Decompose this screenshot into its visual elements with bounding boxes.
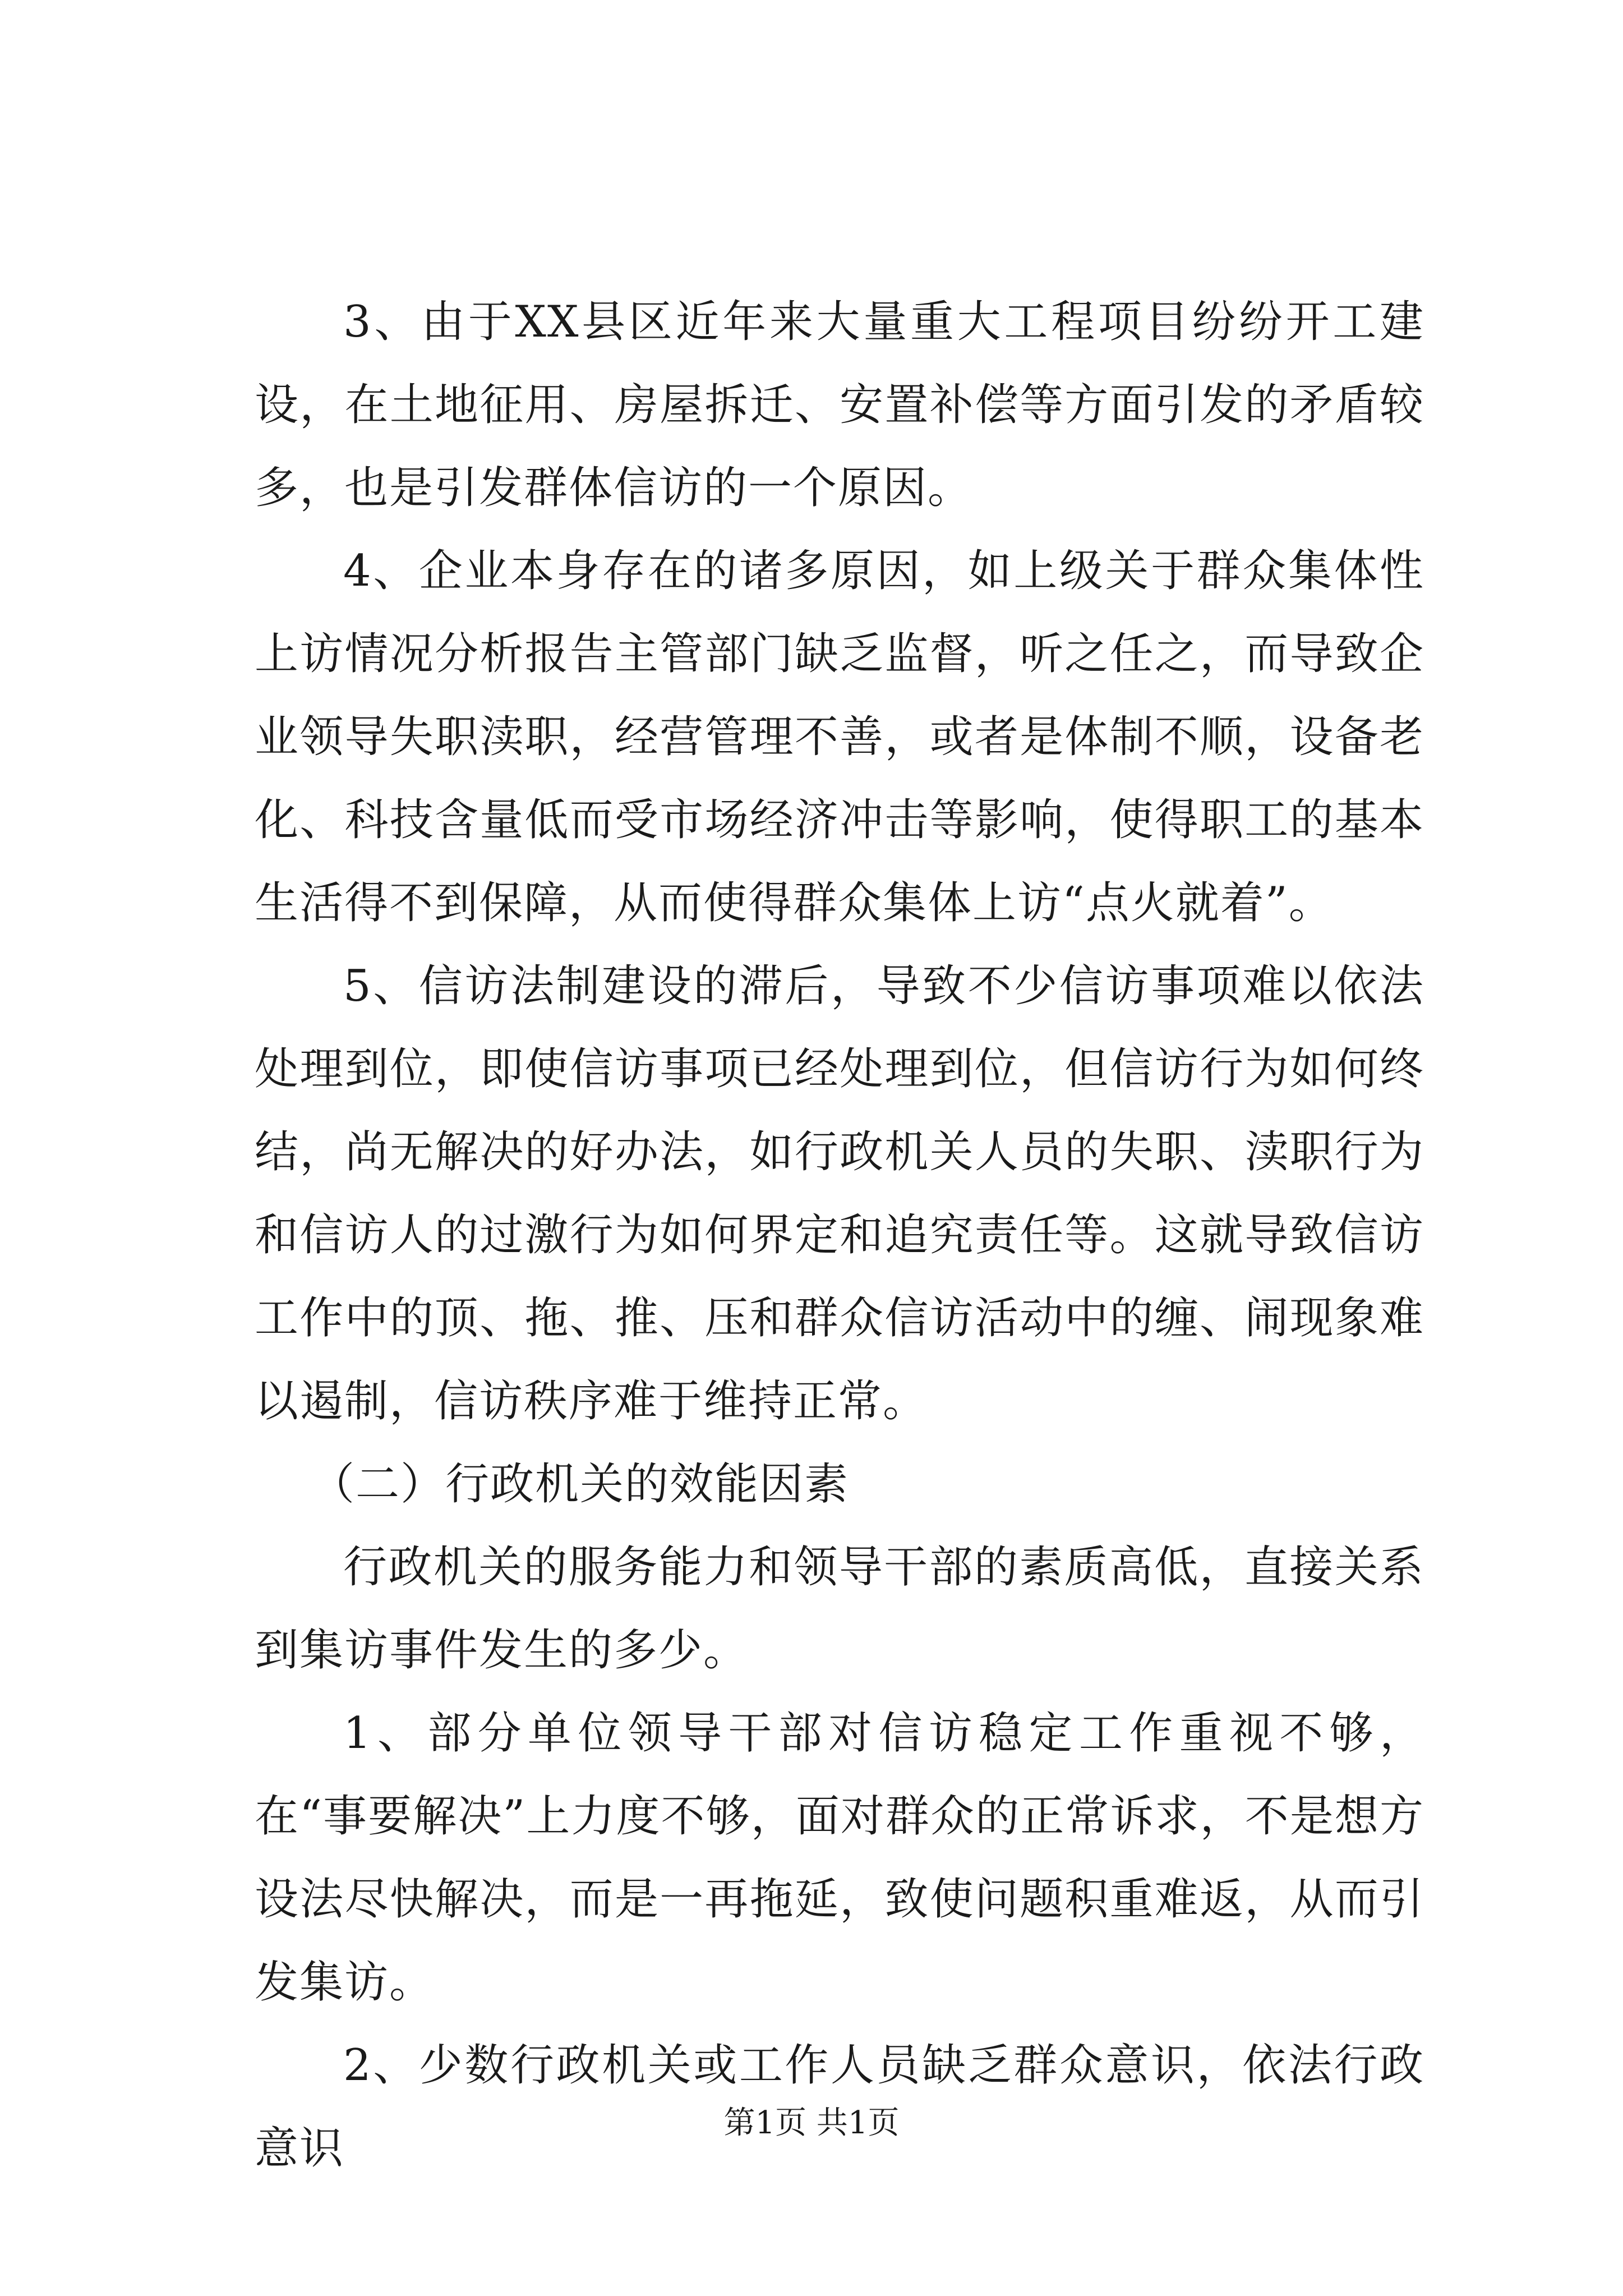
- section-heading: （二）行政机关的效能因素: [311, 1459, 850, 1510]
- paragraph-item-4-enterprise-causes: 4、企业本身存在的诸多原因，如上级关于群众集体性上访情况分析报告主管部门缺乏监督，听之任之，而导致企业领导失职渎职，经营管理不善，或者是体制不顺，设备老化、科技含量低而受市场经济冲击等影响，使得职工的基本生活得不到保障，从而使得群众集体上访“点火就着”。: [255, 546, 1424, 928]
- page-footer: 第1页 共1页: [723, 2105, 900, 2141]
- paragraph-section-intro: 行政机关的服务能力和领导干部的素质高低，直接关系到集访事件发生的多少。: [255, 1542, 1424, 1676]
- paragraph-item-5-legal-lag: 5、信访法制建设的滞后，导致不少信访事项难以依法处理到位，即使信访事项已经处理到位，但信访行为如何终结，尚无解决的好办法，如行政机关人员的失职、渎职行为和信访人的过激行为如何界定和追究责任等。这就导致信访工作中的顶、拖、推、压和群众信访活动中的缠、闹现象难以遏制，信访秩序难于维持正常。: [255, 961, 1424, 1427]
- paragraph-item-3-land-acquisition: 3、由于XX县区近年来大量重大工程项目纷纷开工建设，在土地征用、房屋拆迁、安置补偿等方面引发的矛盾较多，也是引发群体信访的一个原因。: [255, 297, 1424, 513]
- paragraph-item-2-awareness: 2、少数行政机关或工作人员缺乏群众意识，依法行政意识: [255, 2040, 1424, 2174]
- paragraph-item-1-leadership: 1、部分单位领导干部对信访稳定工作重视不够，在“事要解决”上力度不够，面对群众的正常诉求，不是想方设法尽快解决，而是一再拖延，致使问题积重难返，从而引发集访。: [255, 1708, 1424, 2008]
- document-body: [255, 280, 1424, 2190]
